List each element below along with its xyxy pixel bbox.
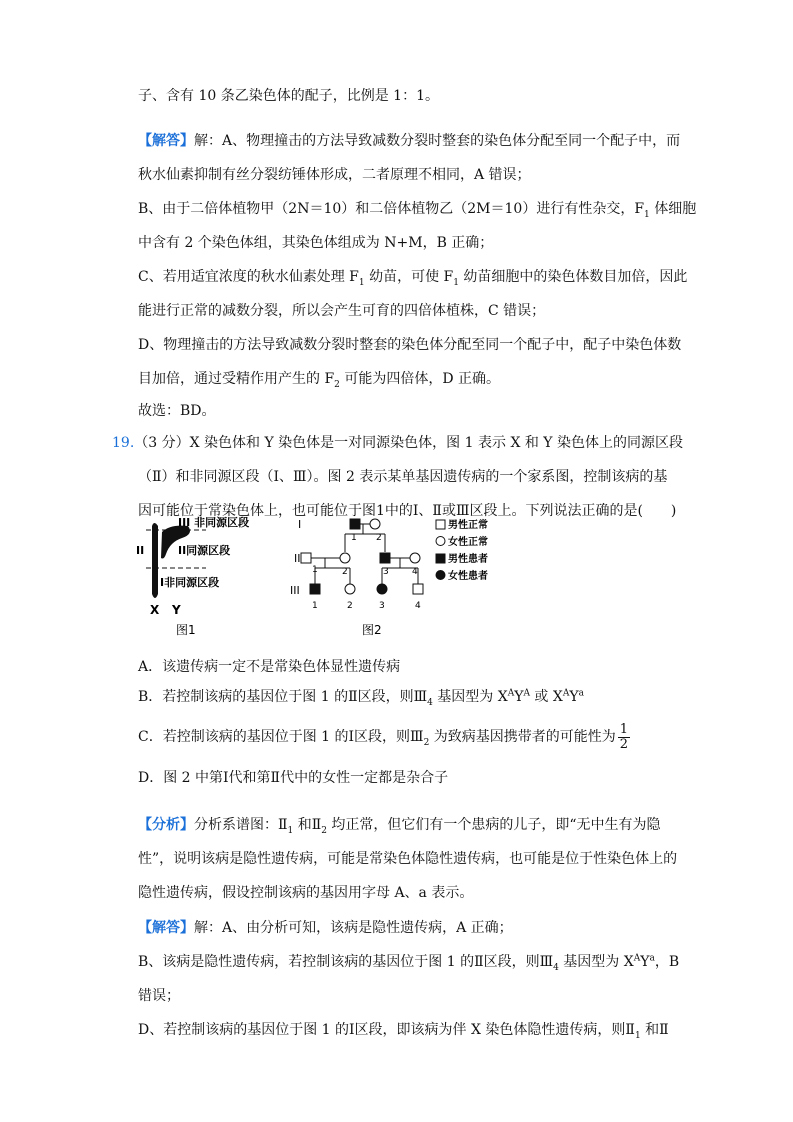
text-line [138, 267, 687, 287]
label-region-II: II同源区段 [178, 544, 231, 557]
text-line [138, 199, 696, 219]
answer-line [138, 918, 513, 938]
text-line: 秋水仙素抑制有丝分裂纺锤体形成，二者原理不相同，A 错误； [138, 167, 531, 183]
text-line: （Ⅱ）和非同源区段（Ⅰ、Ⅲ）。图 2 表示某单基因遗传病的一个家系图，控制该病的基 [138, 469, 668, 485]
subscript: 4 [427, 697, 433, 708]
fraction-numerator: 1 [619, 721, 629, 737]
subscript: 2 [334, 379, 340, 390]
pedigree-normal-male [413, 584, 423, 594]
individual-number: 4 [412, 567, 418, 577]
x-chromosome [152, 523, 158, 598]
fraction-denominator: 2 [619, 736, 629, 752]
analysis-tag: 【分析】 [138, 817, 194, 833]
legend-normal-male-icon [436, 520, 445, 529]
text-span: Y [640, 954, 650, 970]
text-span: （3 分）X 染色体和 Y 染色体是一对同源染色体，图 1 表示 X 和 Y 染色体上的同源区段 [134, 435, 683, 451]
individual-number: 3 [379, 601, 385, 611]
text-line [138, 369, 500, 389]
text-span: 幼苗，可使 F [364, 269, 454, 285]
text-span: 体细胞 [649, 201, 697, 217]
individual-number: 1 [312, 565, 318, 575]
superscript: A [562, 688, 570, 699]
text-span: 和Ⅱ [640, 1022, 669, 1038]
legend-label: 女性正常 [448, 537, 488, 548]
pedigree-affected-male [310, 584, 320, 594]
figure-2-pedigree [290, 512, 510, 640]
pedigree-normal-female [370, 519, 380, 529]
text-span: 为致病基因携带者的可能性为 [429, 729, 616, 745]
legend-label: 男性患者 [448, 554, 488, 565]
pedigree-normal-female [410, 553, 420, 563]
legend-normal-female-icon [436, 537, 445, 546]
text-span: B、该病是隐性遗传病，若控制该病的基因位于图 1 的Ⅱ区段，则Ⅲ [138, 954, 554, 970]
text-span: ，B [654, 954, 680, 970]
superscript: A [633, 953, 641, 964]
pedigree-affected-female [377, 584, 387, 594]
individual-number: 1 [351, 533, 357, 543]
text-span: B．若控制该病的基因位于图 1 的Ⅱ区段，则Ⅲ [138, 689, 428, 705]
text-line: 子、含有 10 条乙染色体的配子，比例是 1：1。 [138, 88, 439, 104]
superscript: a [578, 688, 584, 699]
label-region-III: III 非同源区段 [178, 516, 250, 529]
text-line: 中含有 2 个染色体组，其染色体组成为 N+M，B 正确； [138, 235, 494, 251]
text-span: 分析系谱图：Ⅱ [194, 817, 288, 833]
answer-tag: 【解答】 [138, 920, 194, 936]
legend-affected-female-icon [436, 571, 445, 580]
option-a: A．该遗传病一定不是常染色体显性遗传病 [138, 659, 401, 675]
text-span: C．若控制该病的基因位于图 1 的Ⅰ区段，则Ⅲ [138, 729, 424, 745]
generation-label: II [294, 552, 301, 565]
superscript: a [649, 953, 655, 964]
text-span: 基因型为 X [432, 689, 508, 705]
text-span: 和Ⅱ [293, 817, 322, 833]
pedigree-normal-female [340, 553, 350, 563]
individual-number: 2 [376, 533, 382, 543]
text-line: 故选：BD。 [138, 403, 216, 419]
text-span: D、若控制该病的基因位于图 1 的Ⅰ区段，即该病为伴 X 染色体隐性遗传病，则Ⅱ [138, 1022, 635, 1038]
subscript: 1 [453, 277, 459, 288]
text-span: 可能为四倍体，D 正确。 [339, 371, 501, 387]
generation-label: I [298, 518, 302, 531]
label-region-I: I非同源区段 [160, 576, 220, 589]
pedigree-normal-female [345, 584, 355, 594]
text-span: 基因型为 X [558, 954, 634, 970]
question-number: 19. [112, 435, 135, 451]
text-span: B、由于二倍体植物甲（2N＝10）和二倍体植物乙（2M＝10）进行有性杂交，F [138, 201, 645, 217]
subscript: 1 [644, 209, 650, 220]
text-span: 均正常，但它们有一个患病的儿子，即“无中生有为隐 [326, 817, 661, 833]
legend-label: 女性患者 [448, 571, 488, 582]
text-line: 因可能位于常染色体上，也可能位于图1中的Ⅰ、Ⅱ或Ⅲ区段上。下列说法正确的是( ) [138, 503, 677, 519]
text-line [138, 952, 679, 972]
text-span: 目加倍，通过受精作用产生的 F [138, 371, 335, 387]
text-line: D、物理撞击的方法导致减数分裂时整套的染色体分配至同一个配子中，配子中染色体数 [138, 337, 682, 353]
figure-1-chromosomes [136, 510, 296, 640]
individual-number: 1 [312, 601, 318, 611]
individual-number: 2 [347, 601, 353, 611]
text-span: Y [569, 689, 579, 705]
superscript: A [523, 688, 530, 699]
text-span: Y [514, 689, 524, 705]
text-line: 错误； [138, 988, 180, 1004]
subscript: 4 [553, 962, 559, 973]
individual-number: 2 [342, 567, 348, 577]
fraction [618, 723, 630, 752]
text-line: 能进行正常的减数分裂，所以会产生可育的四倍体植株，C 错误； [138, 303, 546, 319]
subscript: 1 [634, 1030, 641, 1041]
x-label: X [150, 603, 160, 617]
answer-tag: 【解答】 [138, 133, 194, 149]
subscript: 1 [358, 277, 365, 288]
text-span: 幼苗细胞中的染色体数目加倍，因此 [458, 269, 688, 285]
pedigree-affected-male [380, 553, 390, 563]
text-span: C、若用适宜浓度的秋水仙素处理 F [138, 269, 359, 285]
figure-1-caption: 图1 [176, 623, 196, 637]
pedigree-normal-male [301, 553, 311, 563]
text-span: 或 X [529, 689, 563, 705]
label-region-II-side: II [136, 544, 145, 557]
text-span: 解：A、物理撞击的方法导致减数分裂时整套的染色体分配至同一个配子中，而 [194, 133, 681, 149]
analysis-line [138, 815, 661, 835]
superscript: A [507, 688, 515, 699]
option-b [138, 687, 584, 707]
text-span: 解：A、由分析可知，该病是隐性遗传病，A 正确； [194, 920, 513, 936]
option-c [138, 722, 630, 752]
text-line [138, 131, 680, 151]
legend-affected-male-icon [436, 554, 445, 563]
individual-number: 3 [383, 567, 389, 577]
subscript: 2 [423, 737, 430, 748]
question-19-line [112, 433, 683, 453]
subscript: 1 [287, 825, 294, 836]
pedigree-affected-male [350, 519, 360, 529]
generation-label: III [290, 584, 300, 597]
y-label: Y [172, 603, 181, 617]
legend-label: 男性正常 [448, 520, 488, 531]
text-line: 隐性遗传病，假设控制该病的基因用字母 A、a 表示。 [138, 885, 474, 901]
text-line [138, 1020, 669, 1040]
individual-number: 4 [415, 601, 421, 611]
option-d: D．图 2 中第Ⅰ代和第Ⅱ代中的女性一定都是杂合子 [138, 770, 449, 786]
figure-2-caption: 图2 [362, 623, 382, 637]
subscript: 2 [321, 825, 327, 836]
text-line: 性”，说明该病是隐性遗传病，可能是常染色体隐性遗传病，也可能是位于性染色体上的 [138, 851, 678, 867]
